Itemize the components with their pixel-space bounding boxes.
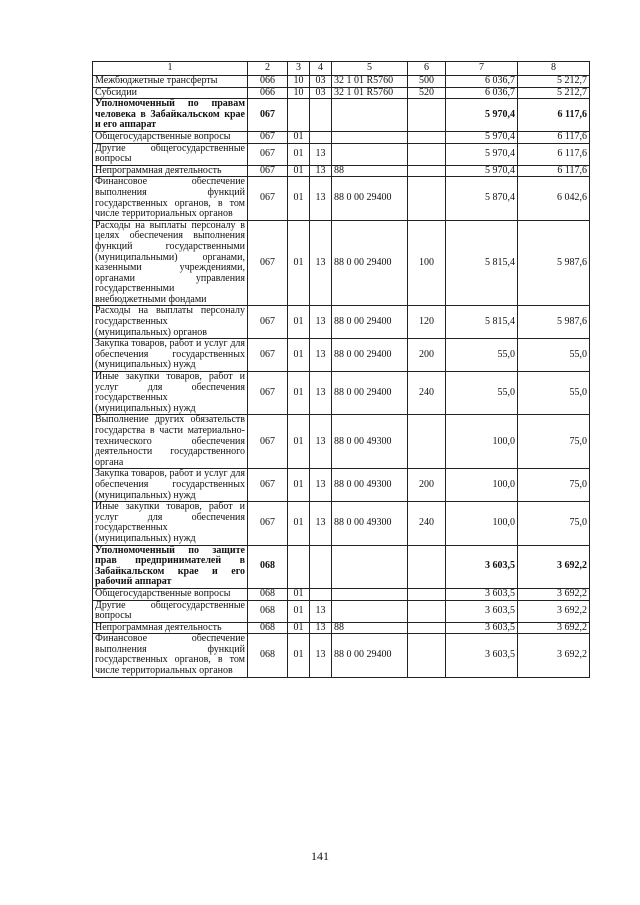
- row-name-cell: Непрограммная деятельность: [93, 622, 248, 634]
- table-row: [93, 634, 590, 677]
- amount-col7-cell: 3 603,5: [446, 545, 518, 588]
- row-name-cell: Иные закупки товаров, работ и услуг для обеспечения государственных (муниципальных) нужд: [93, 372, 248, 415]
- section-code-cell: 01: [288, 177, 310, 220]
- subsection-code-cell: 13: [310, 339, 332, 372]
- table-row: [93, 165, 590, 177]
- grbs-code-cell: 067: [248, 469, 288, 502]
- row-name-cell: Финансовое обеспечение выполнения функций государственных органов, в том числе территориальных органов: [93, 634, 248, 677]
- section-code-cell: 01: [288, 131, 310, 143]
- table-row: [93, 143, 590, 165]
- target-article-cell: 88 0 00 49300: [332, 502, 408, 545]
- expense-type-cell: [408, 545, 446, 588]
- subsection-code-cell: 13: [310, 415, 332, 469]
- grbs-code-cell: 068: [248, 634, 288, 677]
- table-row: [93, 600, 590, 622]
- grbs-code-cell: 068: [248, 588, 288, 600]
- table-row: [93, 220, 590, 306]
- section-code-cell: 01: [288, 143, 310, 165]
- table-row: [93, 372, 590, 415]
- subsection-code-cell: [310, 131, 332, 143]
- target-article-cell: 88 0 00 29400: [332, 177, 408, 220]
- table-row: [93, 545, 590, 588]
- row-name-cell: Иные закупки товаров, работ и услуг для обеспечения государственных (муниципальных) нужд: [93, 502, 248, 545]
- row-name-cell: Выполнение других обязательств государства в части материально-технического обеспечения деятельности государственного органа: [93, 415, 248, 469]
- row-name-cell: Общегосударственные вопросы: [93, 588, 248, 600]
- amount-col8-cell: 6 117,6: [518, 99, 590, 132]
- grbs-code-cell: 067: [248, 131, 288, 143]
- expense-type-cell: [408, 588, 446, 600]
- header-cell: 7: [446, 62, 518, 76]
- expense-type-cell: [408, 600, 446, 622]
- target-article-cell: 88 0 00 29400: [332, 306, 408, 339]
- amount-col7-cell: 6 036,7: [446, 87, 518, 99]
- section-code-cell: 01: [288, 622, 310, 634]
- subsection-code-cell: 13: [310, 177, 332, 220]
- section-code-cell: 01: [288, 600, 310, 622]
- table-header-row: [93, 62, 590, 76]
- target-article-cell: [332, 143, 408, 165]
- grbs-code-cell: 067: [248, 339, 288, 372]
- target-article-cell: 88 0 00 49300: [332, 469, 408, 502]
- section-code-cell: 01: [288, 165, 310, 177]
- subsection-code-cell: 13: [310, 220, 332, 306]
- header-cell: 1: [93, 62, 248, 76]
- grbs-code-cell: 068: [248, 600, 288, 622]
- amount-col8-cell: 75,0: [518, 502, 590, 545]
- target-article-cell: [332, 545, 408, 588]
- amount-col7-cell: 6 036,7: [446, 76, 518, 88]
- table-row: [93, 339, 590, 372]
- grbs-code-cell: 067: [248, 415, 288, 469]
- target-article-cell: [332, 131, 408, 143]
- table-row: [93, 588, 590, 600]
- expense-type-cell: [408, 143, 446, 165]
- subsection-code-cell: 13: [310, 469, 332, 502]
- subsection-code-cell: 03: [310, 87, 332, 99]
- subsection-code-cell: 13: [310, 600, 332, 622]
- amount-col7-cell: 5 970,4: [446, 99, 518, 132]
- amount-col7-cell: 3 603,5: [446, 600, 518, 622]
- amount-col8-cell: 3 692,2: [518, 622, 590, 634]
- amount-col7-cell: 3 603,5: [446, 588, 518, 600]
- table-body: [93, 76, 590, 678]
- grbs-code-cell: 068: [248, 545, 288, 588]
- subsection-code-cell: 03: [310, 76, 332, 88]
- amount-col8-cell: 6 042,6: [518, 177, 590, 220]
- row-name-cell: Общегосударственные вопросы: [93, 131, 248, 143]
- amount-col8-cell: 75,0: [518, 469, 590, 502]
- amount-col8-cell: 6 117,6: [518, 165, 590, 177]
- amount-col7-cell: 100,0: [446, 415, 518, 469]
- grbs-code-cell: 067: [248, 306, 288, 339]
- expense-type-cell: 240: [408, 502, 446, 545]
- grbs-code-cell: 067: [248, 372, 288, 415]
- section-code-cell: 01: [288, 415, 310, 469]
- grbs-code-cell: 067: [248, 502, 288, 545]
- header-cell: 5: [332, 62, 408, 76]
- amount-col8-cell: 3 692,2: [518, 600, 590, 622]
- subsection-code-cell: 13: [310, 165, 332, 177]
- target-article-cell: 88 0 00 29400: [332, 220, 408, 306]
- expense-type-cell: [408, 131, 446, 143]
- row-name-cell: Межбюджетные трансферты: [93, 76, 248, 88]
- amount-col7-cell: 3 603,5: [446, 634, 518, 677]
- amount-col8-cell: 75,0: [518, 415, 590, 469]
- amount-col8-cell: 5 987,6: [518, 220, 590, 306]
- section-code-cell: 01: [288, 339, 310, 372]
- table-row: [93, 131, 590, 143]
- row-name-cell: Другие общегосударственные вопросы: [93, 600, 248, 622]
- row-name-cell: Закупка товаров, работ и услуг для обеспечения государственных (муниципальных) нужд: [93, 339, 248, 372]
- section-code-cell: 01: [288, 634, 310, 677]
- target-article-cell: 88: [332, 622, 408, 634]
- grbs-code-cell: 066: [248, 87, 288, 99]
- section-code-cell: 01: [288, 502, 310, 545]
- header-cell: 6: [408, 62, 446, 76]
- table-row: [93, 87, 590, 99]
- amount-col8-cell: 3 692,2: [518, 545, 590, 588]
- amount-col7-cell: 5 970,4: [446, 165, 518, 177]
- grbs-code-cell: 067: [248, 143, 288, 165]
- grbs-code-cell: 067: [248, 177, 288, 220]
- row-name-cell: Расходы на выплаты персоналу государственных (муниципальных) органов: [93, 306, 248, 339]
- target-article-cell: [332, 588, 408, 600]
- amount-col7-cell: 5 815,4: [446, 306, 518, 339]
- section-code-cell: 01: [288, 220, 310, 306]
- table-row: [93, 306, 590, 339]
- header-cell: 2: [248, 62, 288, 76]
- table-row: [93, 502, 590, 545]
- subsection-code-cell: 13: [310, 502, 332, 545]
- table-row: [93, 415, 590, 469]
- section-code-cell: [288, 99, 310, 132]
- row-name-cell: Уполномоченный по защите прав предпринимателей в Забайкальском крае и его рабочий аппарат: [93, 545, 248, 588]
- expense-type-cell: 240: [408, 372, 446, 415]
- row-name-cell: Непрограммная деятельность: [93, 165, 248, 177]
- table-row: [93, 99, 590, 132]
- amount-col7-cell: 100,0: [446, 502, 518, 545]
- target-article-cell: 88: [332, 165, 408, 177]
- expense-type-cell: 500: [408, 76, 446, 88]
- amount-col8-cell: 5 212,7: [518, 76, 590, 88]
- amount-col7-cell: 5 870,4: [446, 177, 518, 220]
- grbs-code-cell: 068: [248, 622, 288, 634]
- header-cell: 3: [288, 62, 310, 76]
- section-code-cell: 10: [288, 76, 310, 88]
- subsection-code-cell: 13: [310, 372, 332, 415]
- amount-col8-cell: 5 212,7: [518, 87, 590, 99]
- expense-type-cell: 120: [408, 306, 446, 339]
- table-row: [93, 469, 590, 502]
- amount-col8-cell: 3 692,2: [518, 634, 590, 677]
- amount-col7-cell: 5 815,4: [446, 220, 518, 306]
- amount-col8-cell: 5 987,6: [518, 306, 590, 339]
- row-name-cell: Финансовое обеспечение выполнения функций государственных органов, в том числе территориальных органов: [93, 177, 248, 220]
- subsection-code-cell: 13: [310, 143, 332, 165]
- expense-type-cell: [408, 622, 446, 634]
- amount-col7-cell: 100,0: [446, 469, 518, 502]
- expense-type-cell: [408, 634, 446, 677]
- target-article-cell: 88 0 00 49300: [332, 415, 408, 469]
- expense-type-cell: 200: [408, 469, 446, 502]
- subsection-code-cell: [310, 99, 332, 132]
- expense-type-cell: [408, 415, 446, 469]
- amount-col8-cell: 6 117,6: [518, 131, 590, 143]
- grbs-code-cell: 067: [248, 99, 288, 132]
- amount-col8-cell: 55,0: [518, 372, 590, 415]
- target-article-cell: 88 0 00 29400: [332, 634, 408, 677]
- section-code-cell: 01: [288, 372, 310, 415]
- header-cell: 4: [310, 62, 332, 76]
- amount-col7-cell: 5 970,4: [446, 143, 518, 165]
- row-name-cell: Расходы на выплаты персоналу в целях обеспечения выполнения функций государственными (муниципальными) органами, казенными учреждениями, органами управления государственными внебюджетными фондами: [93, 220, 248, 306]
- section-code-cell: 01: [288, 469, 310, 502]
- section-code-cell: 01: [288, 588, 310, 600]
- grbs-code-cell: 066: [248, 76, 288, 88]
- amount-col8-cell: 55,0: [518, 339, 590, 372]
- subsection-code-cell: 13: [310, 306, 332, 339]
- amount-col7-cell: 5 970,4: [446, 131, 518, 143]
- target-article-cell: [332, 600, 408, 622]
- table-row: [93, 177, 590, 220]
- row-name-cell: Субсидии: [93, 87, 248, 99]
- row-name-cell: Другие общегосударственные вопросы: [93, 143, 248, 165]
- table-row: [93, 76, 590, 88]
- section-code-cell: 10: [288, 87, 310, 99]
- grbs-code-cell: 067: [248, 220, 288, 306]
- page-number: 141: [311, 849, 329, 863]
- table-row: [93, 622, 590, 634]
- amount-col7-cell: 55,0: [446, 339, 518, 372]
- expense-type-cell: [408, 177, 446, 220]
- target-article-cell: 32 1 01 R5760: [332, 87, 408, 99]
- target-article-cell: [332, 99, 408, 132]
- section-code-cell: [288, 545, 310, 588]
- subsection-code-cell: 13: [310, 634, 332, 677]
- target-article-cell: 32 1 01 R5760: [332, 76, 408, 88]
- amount-col8-cell: 6 117,6: [518, 143, 590, 165]
- expense-type-cell: 100: [408, 220, 446, 306]
- expense-type-cell: 520: [408, 87, 446, 99]
- row-name-cell: Уполномоченный по правам человека в Забайкальском крае и его аппарат: [93, 99, 248, 132]
- budget-table: [92, 61, 590, 678]
- amount-col7-cell: 3 603,5: [446, 622, 518, 634]
- row-name-cell: Закупка товаров, работ и услуг для обеспечения государственных (муниципальных) нужд: [93, 469, 248, 502]
- target-article-cell: 88 0 00 29400: [332, 339, 408, 372]
- subsection-code-cell: 13: [310, 622, 332, 634]
- amount-col7-cell: 55,0: [446, 372, 518, 415]
- expense-type-cell: 200: [408, 339, 446, 372]
- header-cell: 8: [518, 62, 590, 76]
- expense-type-cell: [408, 99, 446, 132]
- subsection-code-cell: [310, 588, 332, 600]
- expense-type-cell: [408, 165, 446, 177]
- target-article-cell: 88 0 00 29400: [332, 372, 408, 415]
- grbs-code-cell: 067: [248, 165, 288, 177]
- subsection-code-cell: [310, 545, 332, 588]
- amount-col8-cell: 3 692,2: [518, 588, 590, 600]
- section-code-cell: 01: [288, 306, 310, 339]
